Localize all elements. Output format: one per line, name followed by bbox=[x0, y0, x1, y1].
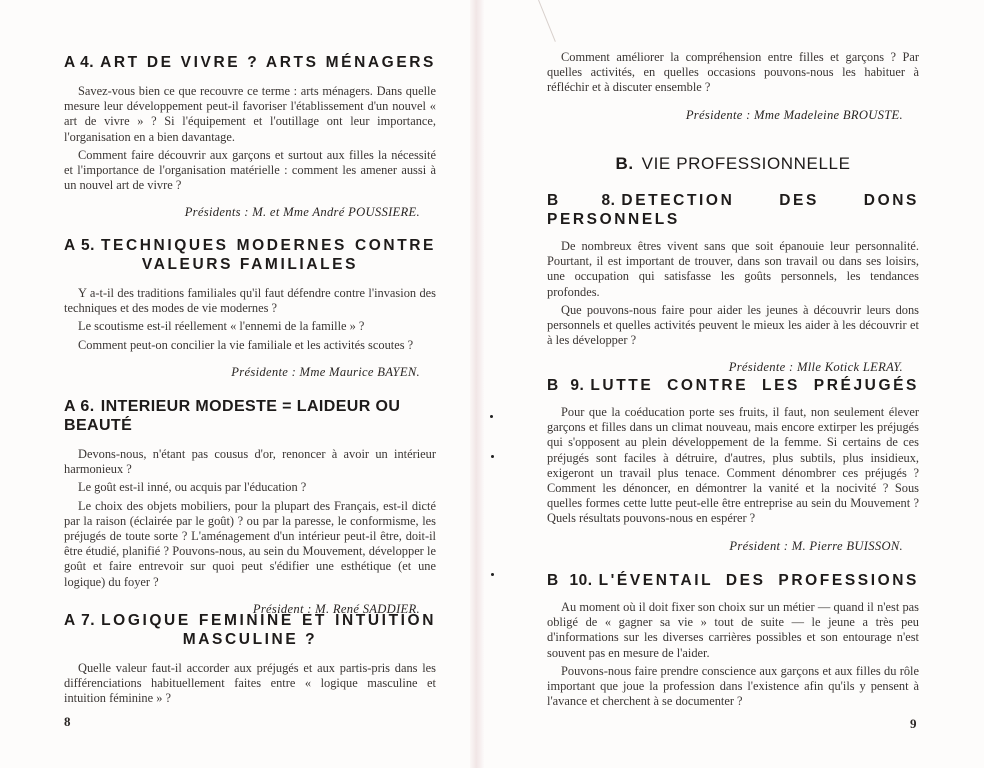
section-title: LOGIQUE FEMININE ET INTUITION bbox=[101, 612, 436, 629]
staple-mark bbox=[491, 455, 494, 458]
section-heading bbox=[64, 53, 436, 72]
paragraph: Pour que la coéducation porte ses fruits, il faut, non seulement élever garçons et filles dans un climat nouveau, mais encore extirper les préjugés qui s'opposent au plein développement de la femme. Si certains de ces préjugés sont faciles à détruire, d'autres, plus subtils, plus insidieux, exigeront un travail plus tenace. Comment dénombrer ces préjugés ? Comment les dénoncer, en démontrer la vanité et la nocivité ? Sous quelles formes cette lutte peut-elle être entreprise au sein du Mouvement ? Quels résultats pouvons-nous en espérer ? bbox=[547, 405, 919, 526]
paragraph: Comment faire découvrir aux garçons et surtout aux filles la nécessité et l'importance de l'organisation matérielle : comment les amener aussi à un nouvel art de vivre ? bbox=[64, 147, 436, 193]
section-a6 bbox=[64, 397, 436, 617]
paragraph: Pouvons-nous faire prendre conscience aux garçons et aux filles du rôle important que joue la profession dans l'existence afin qu'ils y pensent à l'avance et cherchent à se documenter ? bbox=[547, 663, 919, 709]
page-number: 9 bbox=[910, 716, 917, 731]
section-heading bbox=[547, 191, 919, 229]
section-heading-line2: VALEURS FAMILIALES bbox=[141, 256, 359, 273]
section-title: TECHNIQUES MODERNES CONTRE bbox=[100, 237, 436, 254]
book-gutter bbox=[470, 0, 484, 768]
section-heading bbox=[64, 611, 436, 630]
part-title: VIE PROFESSIONNELLE bbox=[641, 154, 851, 173]
paragraph: Y a-t-il des traditions familiales qu'il faut défendre contre l'invasion des techniques et des modes de vie modernes ? bbox=[64, 286, 436, 316]
paragraph: Devons-nous, n'étant pas cousus d'or, renoncer à avoir un intérieur harmonieux ? bbox=[64, 447, 436, 477]
section-title: LUTTE CONTRE LES PRÉJUGÉS bbox=[590, 377, 919, 394]
section-heading bbox=[547, 571, 919, 590]
section-title: ART DE VIVRE ? ARTS MÉNAGERS bbox=[100, 54, 436, 71]
president-line: Présidente : Mme Maurice BAYEN. bbox=[231, 364, 420, 379]
paragraph: Comment améliorer la compréhension entre filles et garçons ? Par quelles activités, en quelles occasions pouvons-nous les habituer à réfléchir et à discuter ensemble ? bbox=[547, 50, 919, 95]
section-continuation bbox=[547, 50, 919, 123]
section-b9 bbox=[547, 376, 919, 554]
section-code: B 8. bbox=[547, 192, 616, 209]
president-line: Présidente : Mlle Kotick LERAY. bbox=[728, 360, 903, 375]
section-code: B 9. bbox=[547, 377, 585, 394]
paragraph: Savez-vous bien ce que recouvre ce terme : arts ménagers. Dans quelle mesure leur développement peut-il favoriser l'établissement d'un nouvel « art de vivre » ? Si l'équipement et l'outillage ont leur importance, l'organisation en a bien davantage. bbox=[64, 84, 436, 144]
president-line: Président : M. René SADDIER. bbox=[252, 601, 420, 616]
section-title: INTERIEUR MODESTE = LAIDEUR OU BEAUTÉ bbox=[64, 398, 401, 434]
staple-mark bbox=[490, 415, 493, 418]
part-code: B. bbox=[615, 154, 634, 173]
paragraph: Le choix des objets mobiliers, pour la plupart des Français, est-il dicté par la raison (éclairée par le goût) ? ou par la paresse, le conformisme, les préjugés de toute sorte ? L'aménagement d'un intérieur peut-il être, doit-il être étudié, planifié ? Pouvons-nous, au sein du Mouvement, développer le goût et faire entrevoir sur quoi peut s'édifier une esthétique (et une logique) du foyer ? bbox=[64, 498, 436, 589]
section-b8 bbox=[547, 191, 919, 375]
section-title: L'ÉVENTAIL DES PROFESSIONS bbox=[598, 572, 919, 589]
section-a5 bbox=[64, 236, 436, 380]
section-code: A 7. bbox=[64, 612, 96, 629]
section-heading-line2: MASCULINE ? bbox=[182, 631, 318, 648]
paragraph: Comment peut-on concilier la vie familiale et les activités scoutes ? bbox=[78, 337, 414, 352]
section-code: A 6. bbox=[64, 398, 95, 415]
section-code: A 5. bbox=[64, 237, 95, 254]
section-a7 bbox=[64, 611, 436, 707]
part-heading bbox=[547, 154, 919, 174]
paragraph: De nombreux êtres vivent sans que soit épanouie leur personnalité. Pourtant, il est important de trouver, dans son travail ou dans ses loisirs, une occupation qui satisfasse les goûts personnels, les tendances profondes. bbox=[547, 239, 919, 299]
section-code: B 10. bbox=[547, 572, 593, 589]
president-line: Président : M. Pierre BUISSON. bbox=[729, 538, 903, 553]
section-code: A 4. bbox=[64, 54, 95, 71]
paragraph: Quelle valeur faut-il accorder aux préjugés et aux partis-pris dans les différenciations habituellement faites entre « logique masculine et intuition féminine » ? bbox=[64, 661, 436, 706]
page-fold-crease bbox=[538, 0, 556, 42]
paragraph: Le goût est-il inné, ou acquis par l'éducation ? bbox=[78, 480, 307, 495]
paragraph: Le scoutisme est-il réellement « l'ennemi de la famille » ? bbox=[78, 319, 365, 334]
section-b10 bbox=[547, 571, 919, 709]
paragraph: Que pouvons-nous faire pour aider les jeunes à découvrir leurs dons personnels et quelles activités peuvent le mieux les aider à les découvrir et à les développer ? bbox=[547, 302, 919, 348]
section-heading bbox=[547, 376, 919, 395]
president-line: Présidents : M. et Mme André POUSSIERE. bbox=[184, 205, 420, 220]
section-heading bbox=[64, 236, 436, 255]
section-title: DETECTION DES DONS PERSONNELS bbox=[547, 192, 919, 228]
staple-mark bbox=[491, 573, 494, 576]
section-a4 bbox=[64, 53, 436, 220]
president-line: Présidente : Mme Madeleine BROUSTE. bbox=[685, 107, 903, 122]
page-number: 8 bbox=[64, 714, 71, 729]
section-heading bbox=[64, 397, 436, 435]
paragraph: Au moment où il doit fixer son choix sur un métier — quand il n'est pas obligé de « gagner sa vie » tout de suite — le jeune a très peu d'informations sur les diverses carrières possibles et son entourage n'est souvent pas en mesure de l'aider. bbox=[547, 600, 919, 660]
